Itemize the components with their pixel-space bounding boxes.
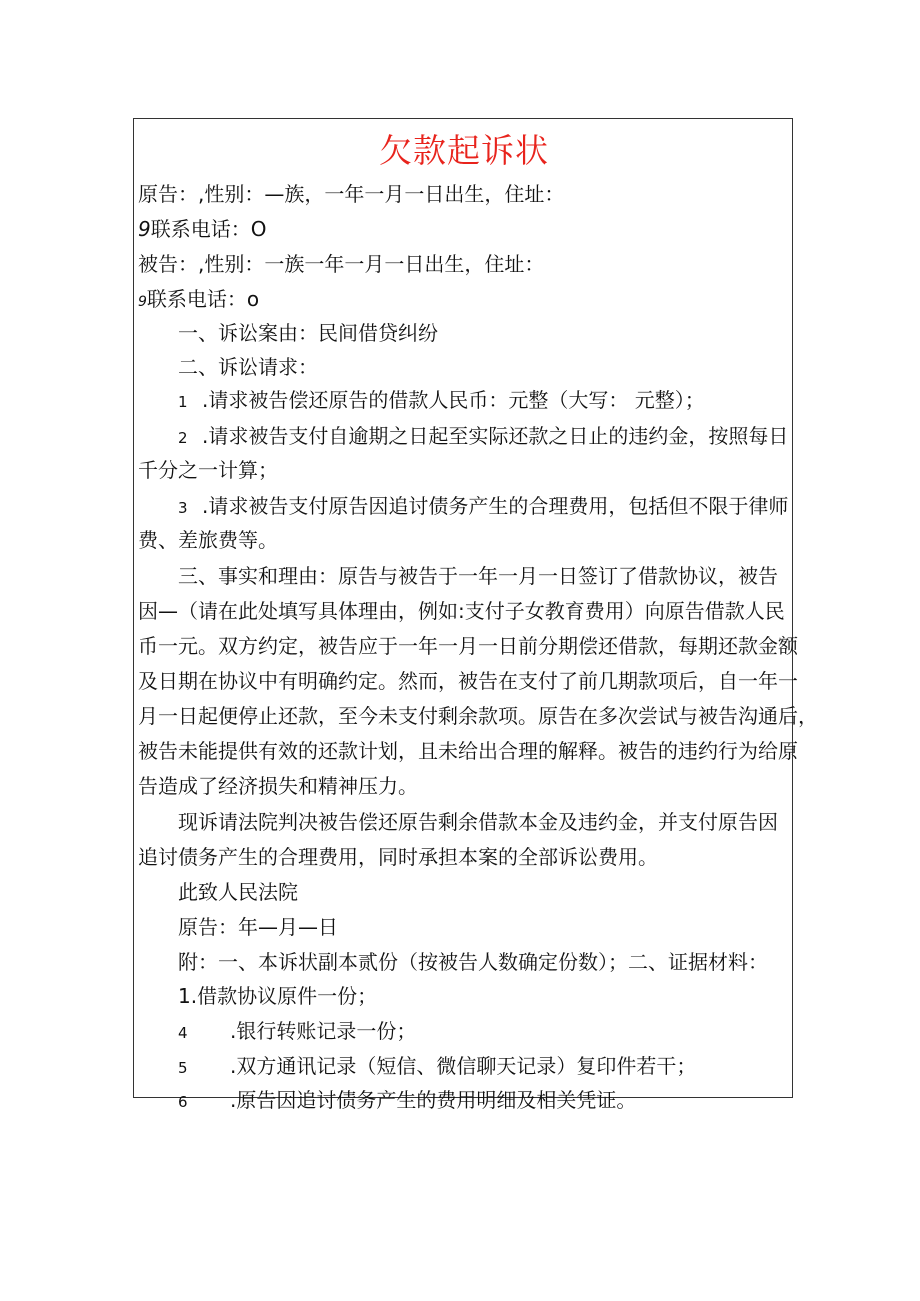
request-line: 现诉请法院判决被告偿还原告剩余借款本金及违约金，并支付原告因 xyxy=(178,810,778,834)
plaintiff-phone-prefix: 9 xyxy=(138,217,151,241)
defendant-phone-row xyxy=(138,284,259,317)
evidence-text: 1.借款协议原件一份； xyxy=(178,984,378,1008)
facts-line: 及日期在协议中有明确约定。然而，被告在支付了前几期款项后，自一年一 xyxy=(138,669,798,693)
request-line: 追讨债务产生的合理费用，同时承担本案的全部诉讼费用。 xyxy=(138,845,658,869)
claim-text: .请求被告支付自逾期之日起至实际还款之日止的违约金，按照每日 xyxy=(202,424,789,448)
evidence-text: .原告因追讨债务产生的费用明细及相关凭证。 xyxy=(230,1088,637,1112)
document-title: 欠款起诉状 xyxy=(379,131,549,170)
claim-text: .请求被告支付原告因追讨债务产生的合理费用，包括但不限于律师 xyxy=(202,494,789,518)
case-cause: 一、诉讼案由：民间借贷纠纷 xyxy=(178,321,438,345)
claim-text-continued: 千分之一计算； xyxy=(138,458,278,482)
evidence-item xyxy=(178,981,377,1011)
evidence-item xyxy=(178,1051,696,1083)
complaint-document xyxy=(133,118,818,1112)
claim-text-continued: 费、差旅费等。 xyxy=(138,528,278,552)
evidence-number: 6 xyxy=(178,1093,188,1111)
evidence-number: 4 xyxy=(178,1024,188,1042)
evidence-item xyxy=(178,1016,416,1048)
claim-item xyxy=(178,491,788,523)
facts-line: 告造成了经济损失和精神压力。 xyxy=(138,774,418,798)
plaintiff-info: 原告：,性别：—族，一年一月一日出生，住址： xyxy=(138,182,565,206)
evidence-number: 5 xyxy=(178,1059,188,1077)
claim-number: 3 xyxy=(178,499,188,517)
evidence-item xyxy=(178,1085,636,1117)
defendant-info: 被告：,性别：一族一年一月一日出生，住址： xyxy=(138,252,545,276)
claim-number: 2 xyxy=(178,429,188,447)
claim-number: 1 xyxy=(178,393,188,411)
plaintiff-phone-row xyxy=(138,214,266,244)
facts-line: 三、事实和理由：原告与被告于一年一月一日签订了借款协议，被告 xyxy=(178,564,778,588)
evidence-text: .双方通讯记录（短信、微信聊天记录）复印件若干； xyxy=(230,1054,697,1078)
facts-line: 月一日起便停止还款，至今未支付剩余款项。原告在多次尝试与被告沟通后， xyxy=(138,704,818,728)
facts-line: 因—（请在此处填写具体理由，例如:支付子女教育费用）向原告借款人民 xyxy=(138,599,785,623)
evidence-text: .银行转账记录一份； xyxy=(230,1019,417,1043)
facts-line: 被告未能提供有效的还款计划，且未给出合理的解释。被告的违约行为给原 xyxy=(138,739,798,763)
claim-item xyxy=(178,421,788,453)
claims-heading: 二、诉讼请求： xyxy=(178,355,318,379)
attachments-line: 附：一、本诉状副本贰份（按被告人数确定份数）；二、证据材料： xyxy=(178,950,768,974)
defendant-phone-prefix: 9 xyxy=(138,294,147,310)
claim-item xyxy=(178,385,705,417)
defendant-phone: 联系电话：o xyxy=(146,287,260,311)
signature-date: 原告：年—月—日 xyxy=(178,915,338,939)
plaintiff-phone: 联系电话：O xyxy=(150,217,267,241)
facts-line: 币一元。双方约定，被告应于一年一月一日前分期偿还借款，每期还款金额 xyxy=(138,634,798,658)
claim-text: .请求被告偿还原告的借款人民币：元整（大写： 元整）； xyxy=(202,388,705,412)
court-salutation: 此致人民法院 xyxy=(178,880,298,904)
